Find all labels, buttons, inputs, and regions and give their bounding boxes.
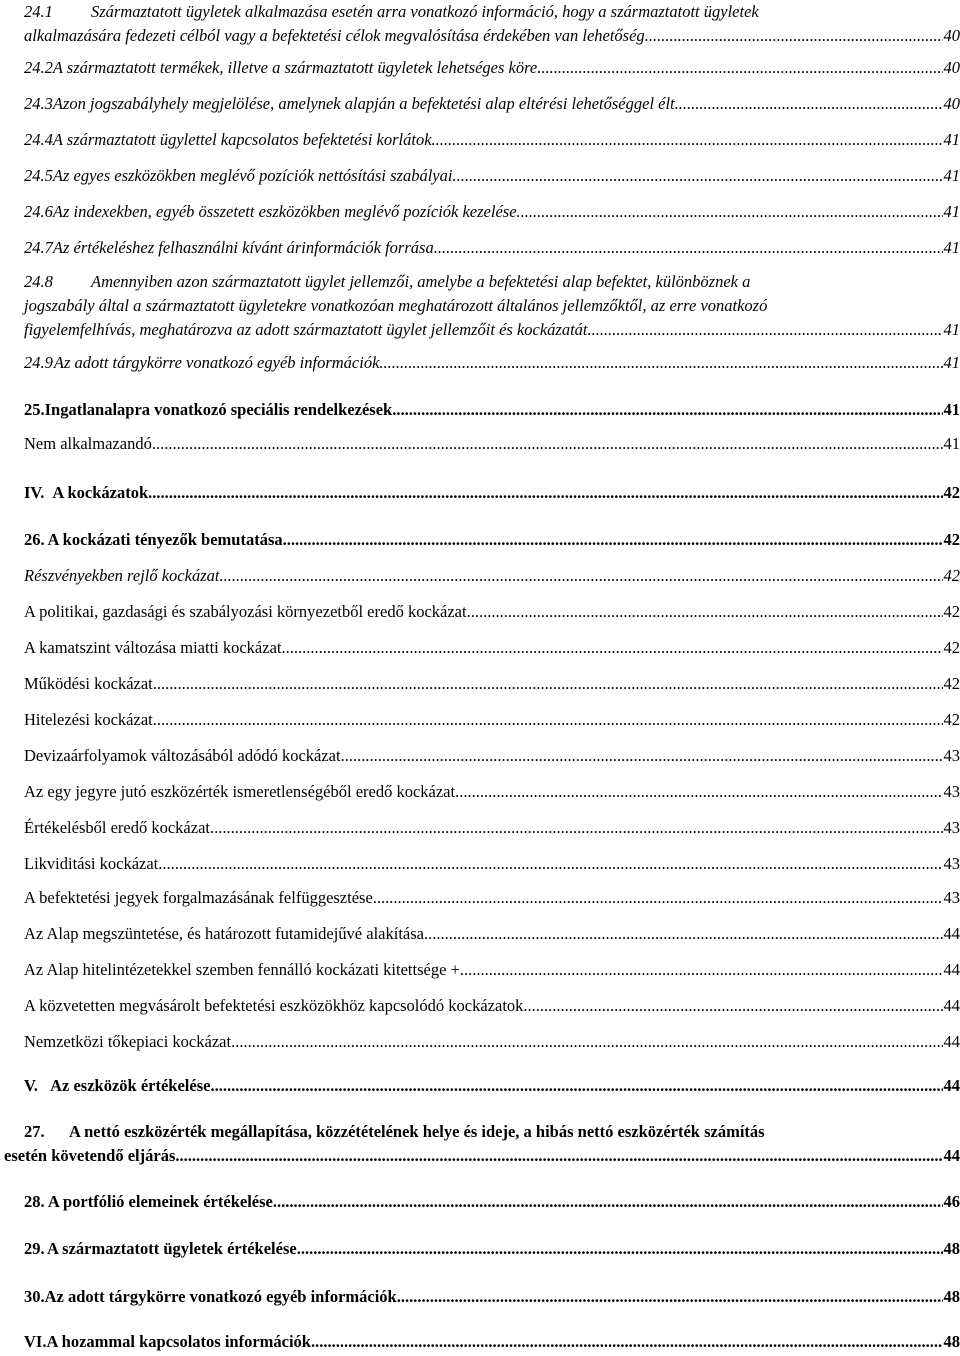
toc-page-number: 41 xyxy=(943,202,960,221)
toc-entry-24-5[interactable] xyxy=(24,164,960,188)
toc-entry-title: Az Alap hitelintézetekkel szemben fennálló kockázati kitettsége + xyxy=(24,960,460,979)
dot-leader xyxy=(210,816,943,840)
toc-entry-title-line: Származtatott ügyletek alkalmazása esetén arra vonatkozó információ, hogy a származtatott ügyletek xyxy=(91,2,759,21)
toc-page-number: 41 xyxy=(943,320,960,339)
toc-entry-risk[interactable] xyxy=(24,1030,960,1054)
toc-page-number: 44 xyxy=(943,960,960,979)
toc-entry-risk[interactable] xyxy=(24,744,960,768)
toc-entry-title: Likviditási kockázat xyxy=(24,854,159,873)
toc-entry-title: Az adott tárgykörre vonatkozó egyéb információk xyxy=(53,353,380,372)
toc-entry-24-8[interactable] xyxy=(24,270,960,342)
dot-leader xyxy=(467,600,943,624)
toc-entry-risk[interactable] xyxy=(24,708,960,732)
dot-leader xyxy=(175,1144,942,1168)
toc-page-number: 41 xyxy=(943,400,960,419)
toc-entry-number: 24.3 xyxy=(24,94,53,113)
dot-leader xyxy=(311,1330,943,1354)
dot-leader xyxy=(517,200,943,224)
toc-entry-V[interactable] xyxy=(24,1074,960,1098)
toc-entry-title: Értékelésből eredő kockázat xyxy=(24,818,210,837)
toc-entry-27[interactable] xyxy=(4,1120,960,1168)
toc-page-number: 43 xyxy=(943,746,960,765)
toc-entry-24-9[interactable] xyxy=(24,351,960,375)
toc-page-number: 42 xyxy=(943,638,960,657)
toc-entry-risk[interactable] xyxy=(24,672,960,696)
toc-entry-title: Az egy jegyre jutó eszközérték ismeretlenségéből eredő kockázat xyxy=(24,782,456,801)
toc-page-number: 41 xyxy=(943,238,960,257)
toc-page-number: 41 xyxy=(943,434,960,453)
toc-entry-VI[interactable] xyxy=(24,1330,960,1354)
toc-entry-title: Az indexekben, egyéb összetett eszközökben meglévő pozíciók kezelése xyxy=(52,202,517,221)
dot-leader xyxy=(210,1074,942,1098)
dot-leader xyxy=(455,780,942,804)
dot-leader xyxy=(537,56,942,80)
toc-page-number: 40 xyxy=(943,58,960,77)
toc-page-number: 46 xyxy=(943,1192,960,1211)
toc-page-number: 43 xyxy=(943,782,960,801)
dot-leader xyxy=(297,1237,943,1261)
toc-page-number: 42 xyxy=(943,566,960,585)
toc-entry-24-6[interactable] xyxy=(24,200,960,224)
toc-entry-title: Devizaárfolyamok változásából adódó kockázat xyxy=(24,746,341,765)
toc-entry-nem-alkalmazando[interactable] xyxy=(24,432,960,456)
toc-entry-number: 30. xyxy=(24,1287,45,1306)
dot-leader xyxy=(273,1190,943,1214)
toc-page-number: 44 xyxy=(943,1146,960,1165)
toc-entry-number: 24.1 xyxy=(24,2,53,21)
dot-leader xyxy=(424,922,943,946)
toc-entry-number: 26. xyxy=(24,530,45,549)
toc-entry-title: Nem alkalmazandó. xyxy=(24,434,156,453)
toc-entry-number: 29. xyxy=(24,1239,45,1258)
toc-entry-title-line: jogszabály által a származtatott ügyletekre vonatkozóan meghatározott általános jellemzőktől, az erre vonatkozó xyxy=(24,296,768,315)
toc-entry-title: A származtatott ügylettel kapcsolatos befektetési korlátok xyxy=(52,130,432,149)
toc-entry-number: 24.9 xyxy=(24,353,53,372)
toc-entry-title: A származtatott termékek, illetve a származtatott ügyletek lehetséges köre xyxy=(52,58,538,77)
toc-page-number: 44 xyxy=(943,1032,960,1051)
toc-page-number: 44 xyxy=(943,1076,960,1095)
dot-leader xyxy=(373,886,943,910)
toc-entry-risk[interactable] xyxy=(24,636,960,660)
toc-entry-title-line: Amennyiben azon származtatott ügylet jellemzői, amelybe a befektetési alap befektet, különböznek a xyxy=(91,272,751,291)
toc-page-number: 40 xyxy=(943,26,960,45)
toc-entry-IV[interactable] xyxy=(24,481,960,505)
dot-leader xyxy=(645,24,943,48)
toc-entry-number: 27. xyxy=(24,1122,45,1141)
dot-leader xyxy=(397,1285,943,1309)
toc-entry-number: V. xyxy=(24,1076,38,1095)
dot-leader xyxy=(148,481,942,505)
toc-page-number: 48 xyxy=(943,1332,960,1351)
dot-leader xyxy=(588,318,943,342)
toc-page-number: 42 xyxy=(943,602,960,621)
toc-entry-risk[interactable] xyxy=(24,780,960,804)
toc-entry-title: A kamatszint változása miatti kockázat xyxy=(24,638,282,657)
toc-entry-24-7[interactable] xyxy=(24,236,960,260)
toc-page-number: 42 xyxy=(943,530,960,549)
dot-leader xyxy=(434,236,943,260)
toc-entry-risk[interactable] xyxy=(24,816,960,840)
toc-entry-title-line: esetén követendő eljárás xyxy=(4,1146,176,1165)
toc-entry-risk[interactable] xyxy=(24,886,960,910)
toc-entry-24-2[interactable] xyxy=(24,56,960,80)
dot-leader xyxy=(156,432,943,456)
toc-entry-title: A származtatott ügyletek értékelése xyxy=(47,1239,297,1258)
toc-entry-number: IV. xyxy=(24,483,45,502)
toc-entry-title: A portfólió elemeinek értékelése xyxy=(47,1192,273,1211)
toc-entry-title: A hozammal kapcsolatos információk xyxy=(46,1332,311,1351)
dot-leader xyxy=(460,958,943,982)
toc-entry-30[interactable] xyxy=(24,1285,960,1309)
toc-entry-title: A kockázatok xyxy=(52,483,149,502)
toc-entry-title: Az adott tárgykörre vonatkozó egyéb információk xyxy=(44,1287,397,1306)
toc-page-number: 42 xyxy=(943,674,960,693)
toc-entry-title-line: figyelemfelhívás, meghatározva az adott származtatott ügylet jellemzőit és kockázatát xyxy=(24,320,588,339)
toc-entry-title: A befektetési jegyek forgalmazásának felfüggesztése xyxy=(24,888,373,907)
dot-leader xyxy=(392,398,942,422)
toc-entry-number: 24.6 xyxy=(24,202,53,221)
toc-entry-number: 24.4 xyxy=(24,130,53,149)
toc-entry-title: Azon jogszabályhely megjelölése, amelynek alapján a befektetési alap eltérési lehetőséggel élt xyxy=(52,94,675,113)
toc-page-number: 43 xyxy=(943,888,960,907)
toc-entry-title: Működési kockázat xyxy=(24,674,153,693)
toc-entry-29[interactable] xyxy=(24,1237,960,1261)
toc-page-number: 48 xyxy=(943,1239,960,1258)
toc-entry-title: Az eszközök értékelése xyxy=(50,1076,211,1095)
toc-entry-number: 25. xyxy=(24,400,45,419)
dot-leader xyxy=(153,672,943,696)
toc-page-number: 43 xyxy=(943,854,960,873)
toc-page-number: 40 xyxy=(943,94,960,113)
toc-entry-number: 24.8 xyxy=(24,272,53,291)
toc-entry-title-line: alkalmazására fedezeti célból vagy a befektetési célok megvalósítása érdekében van lehetőség xyxy=(24,26,645,45)
toc-entry-24-3[interactable] xyxy=(24,92,960,116)
toc-entry-risk[interactable] xyxy=(24,994,960,1018)
toc-entry-risk[interactable] xyxy=(24,852,960,876)
toc-entry-title: A kockázati tényezők bemutatása xyxy=(47,530,283,549)
toc-entry-number: 28. xyxy=(24,1192,45,1211)
toc-entry-title: Hitelezési kockázat xyxy=(24,710,153,729)
dot-leader xyxy=(341,744,943,768)
toc-entry-risk[interactable] xyxy=(24,922,960,946)
toc-entry-title: Az Alap megszüntetése, és határozott futamidejűvé alakítása xyxy=(24,924,424,943)
toc-entry-title: Az értékeléshez felhasználni kívánt árinformációk forrása xyxy=(52,238,434,257)
toc-page-number: 42 xyxy=(943,710,960,729)
dot-leader xyxy=(675,92,943,116)
toc-page-number: 44 xyxy=(943,924,960,943)
dot-leader xyxy=(432,128,943,152)
toc-page-number: 42 xyxy=(943,483,960,502)
toc-page-number: 43 xyxy=(943,818,960,837)
toc-entry-number: VI. xyxy=(24,1332,47,1351)
dot-leader xyxy=(283,528,943,552)
toc-entry-28[interactable] xyxy=(24,1190,960,1214)
toc-entry-title: Ingatlanalapra vonatkozó speciális rendelkezések xyxy=(44,400,393,419)
toc-entry-25[interactable] xyxy=(24,398,960,422)
toc-entry-26[interactable] xyxy=(24,528,960,552)
toc-entry-risk[interactable] xyxy=(24,564,960,588)
dot-leader xyxy=(158,852,942,876)
dot-leader xyxy=(153,708,943,732)
toc-entry-number: 24.7 xyxy=(24,238,53,257)
toc-page-number: 41 xyxy=(943,166,960,185)
toc-entry-number: 24.5 xyxy=(24,166,53,185)
toc-entry-title: Részvényekben rejlő kockázat xyxy=(24,566,220,585)
dot-leader xyxy=(231,1030,942,1054)
toc-entry-title: A politikai, gazdasági és szabályozási környezetből eredő kockázat xyxy=(24,602,467,621)
dot-leader xyxy=(452,164,942,188)
toc-entry-24-1[interactable] xyxy=(24,0,960,48)
dot-leader xyxy=(219,564,942,588)
toc-entry-risk[interactable] xyxy=(24,958,960,982)
toc-page-number: 41 xyxy=(943,353,960,372)
toc-entry-title: A közvetetten megvásárolt befektetési eszközökhöz kapcsolódó kockázatok xyxy=(24,996,524,1015)
toc-page-number: 41 xyxy=(943,130,960,149)
toc-entry-24-4[interactable] xyxy=(24,128,960,152)
toc-page-number: 48 xyxy=(943,1287,960,1306)
toc-entry-risk[interactable] xyxy=(24,600,960,624)
toc-entry-title: Az egyes eszközökben meglévő pozíciók nettósítási szabályai xyxy=(52,166,453,185)
dot-leader xyxy=(379,351,942,375)
toc-entry-number: 24.2 xyxy=(24,58,53,77)
toc-entry-title-line: A nettó eszközérték megállapítása, közzétételének helye és ideje, a hibás nettó eszközérték számítás xyxy=(69,1122,765,1141)
toc-page-number: 44 xyxy=(943,996,960,1015)
dot-leader xyxy=(282,636,943,660)
dot-leader xyxy=(523,994,942,1018)
toc-entry-title: Nemzetközi tőkepiaci kockázat xyxy=(24,1032,232,1051)
